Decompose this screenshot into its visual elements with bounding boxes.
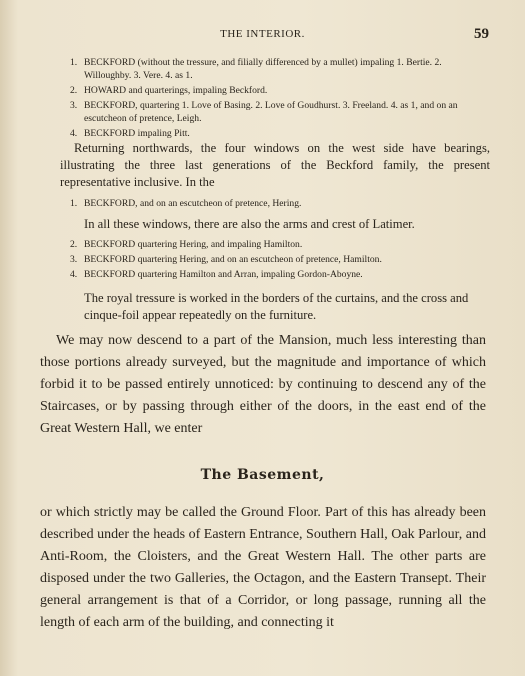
list-item: 3. BECKFORD, quartering 1. Love of Basing. 2. Love of Goudhurst. 3. Freeland. 4. as 1, and on an escutcheon of pretence, Leigh. bbox=[70, 100, 458, 124]
page-number: 59 bbox=[474, 26, 489, 42]
paragraph-all-windows: In all these windows, there are also the arms and crest of Latimer. bbox=[84, 217, 415, 231]
running-header bbox=[0, 28, 525, 44]
list-item: 2. BECKFORD quartering Hering, and impaling Hamilton. bbox=[70, 239, 303, 250]
list-item: 3. BECKFORD quartering Hering, and on an escutcheon of pretence, Hamilton. bbox=[70, 254, 382, 265]
list-item: 2. HOWARD and quarterings, impaling Beckford. bbox=[70, 85, 268, 96]
section-heading-text: The Basement, bbox=[200, 467, 325, 483]
section-heading bbox=[0, 466, 525, 484]
heraldry-list-first bbox=[70, 197, 490, 212]
paragraph-descend: We may now descend to a part of the Mansion, much less interesting than those portions already surveyed, but the magnitude and importance of which forbid it to be passed entirely unnoticed: by continuing to descend any of the Staircases, or by passing through either of the doors, in the east end of the Great Western Hall, we enter bbox=[40, 333, 486, 436]
paragraph-basement: or which strictly may be called the Ground Floor. Part of this has already been described under the heads of Eastern Entrance, Southern Hall, Oak Parlour, and Anti-Room, the Cloisters, and the Great Western Hall. The other parts are disposed under the two Galleries, the Octagon, and the Eastern Transept. Their general arrangement is that of a Corridor, or long passage, running all the length of each arm of the building, and connecting it bbox=[40, 505, 486, 630]
running-title: THE INTERIOR. bbox=[220, 28, 305, 40]
paragraph-tressure: The royal tressure is worked in the borders of the curtains, and the cross and cinque-foil appear repeatedly on the furniture. bbox=[84, 291, 469, 322]
list-item: 4. BECKFORD impaling Pitt. bbox=[70, 128, 190, 139]
list-item: 4. BECKFORD quartering Hamilton and Arran, impaling Gordon-Aboyne. bbox=[70, 269, 363, 280]
list-item: 1. BECKFORD, and on an escutcheon of pretence, Hering. bbox=[70, 198, 302, 209]
list-item: 1. BECKFORD (without the tressure, and filially differenced by a mullet) impaling 1. Bertie. 2. Willoughby. 3. Vere. 4. as 1. bbox=[70, 57, 442, 81]
paragraph-returning: Returning northwards, the four windows on the west side have bearings, illustrating the three last generations of the Beckford family, the present representative inclusive. In the bbox=[60, 141, 490, 189]
heraldry-list-east bbox=[70, 56, 490, 142]
heraldry-list-west bbox=[70, 238, 490, 283]
